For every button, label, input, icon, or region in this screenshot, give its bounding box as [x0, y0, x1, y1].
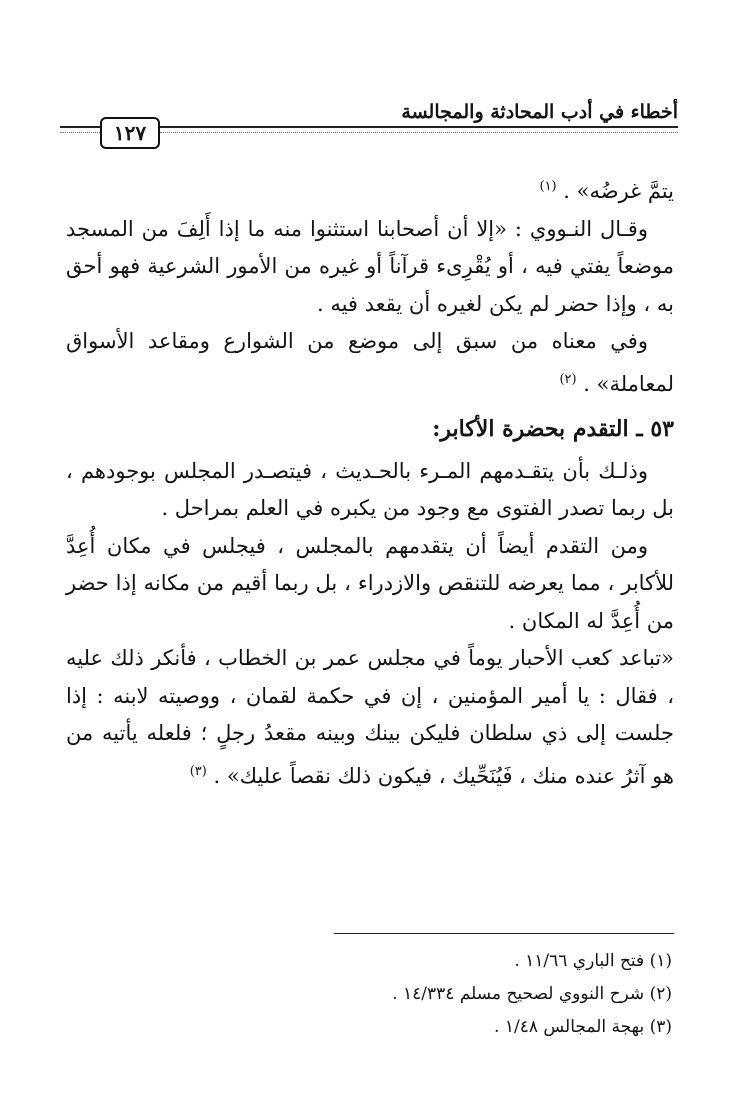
footnote-ref-2: (٢): [559, 371, 577, 387]
paragraph-1: يتمَّ غرضُه» . $^{(١)}$: [539, 179, 674, 203]
footnotes: [66, 945, 672, 1044]
footnote-3: (٣) بهجة المجالس ١/٤٨ .: [494, 1017, 672, 1037]
footnote-separator: [334, 933, 674, 934]
paragraph-4: وذلـك بأن يتقـدمهم المـرء بالحـديث ، فيتصـدر المجلس بوجودهم ، بل ربما تصدر الفتوى مع وجود من يكبره في العلم بمراحل .: [66, 458, 674, 520]
footnote-ref-1: (١): [539, 179, 557, 194]
paragraph-6: «تباعد كعب الأحبار يوماً في مجلس عمر بن الخطاب ، فأنكر ذلك عليه ، فقال : يا أمير المؤمنين ، إن في حكمة لقمان ، ووصيته لابنه : إذا جلست إلى ذي سلطان فليكن بينك وبينه مقعدُ رجلٍ ؛ فلعله يأتيه من هو آثرُ عنده منك ، فَيُنَحِّيك ، فيكون ذلك نقصاً عليك» . $^{(٣)}$: [66, 646, 674, 788]
running-header-title: أخطاء في أدب المحادثة والمجالسة: [401, 101, 678, 123]
header-rule-left: [60, 126, 100, 133]
paragraph-5: ومن التقدم أيضاً أن يتقدمهم بالمجلس ، فيجلس في مكان أُعِدَّ للأكابر ، مما يعرضه للتنقص والازدراء ، بل ربما أقيم من مكانه إذا حضر من أُعِدَّ له المكان .: [66, 533, 674, 633]
footnote-ref-3: (٣): [189, 763, 207, 779]
footnote-2: (٢) شرح النووي لصحيح مسلم ١٤/٣٣٤ .: [392, 984, 672, 1004]
header-rule: [160, 126, 678, 133]
section-heading: ٥٣ ـ التقدم بحضرة الأكابر:: [432, 416, 674, 442]
page-number: ١٢٧: [100, 117, 160, 149]
paragraph-3: وفي معناه من سبق إلى موضع من الشوارع ومقاعد الأسواق لمعاملة» . $^{(٢)}$: [66, 329, 674, 396]
footnote-1: (١) فتح الباري ١١/٦٦ .: [514, 951, 672, 971]
main-text: [66, 168, 674, 795]
paragraph-2: وقـال النـووي : «إلا أن أصحابنا استثنوا منه ما إذا أَلِفَ من المسجد موضعاً يفتي فيه ، أو يُقْرِىء قرآناً أو غيره من الأمور الشرعية فهو أحق به ، وإذا حضر لم يكن لغيره أن يقعد فيه .: [66, 216, 674, 316]
